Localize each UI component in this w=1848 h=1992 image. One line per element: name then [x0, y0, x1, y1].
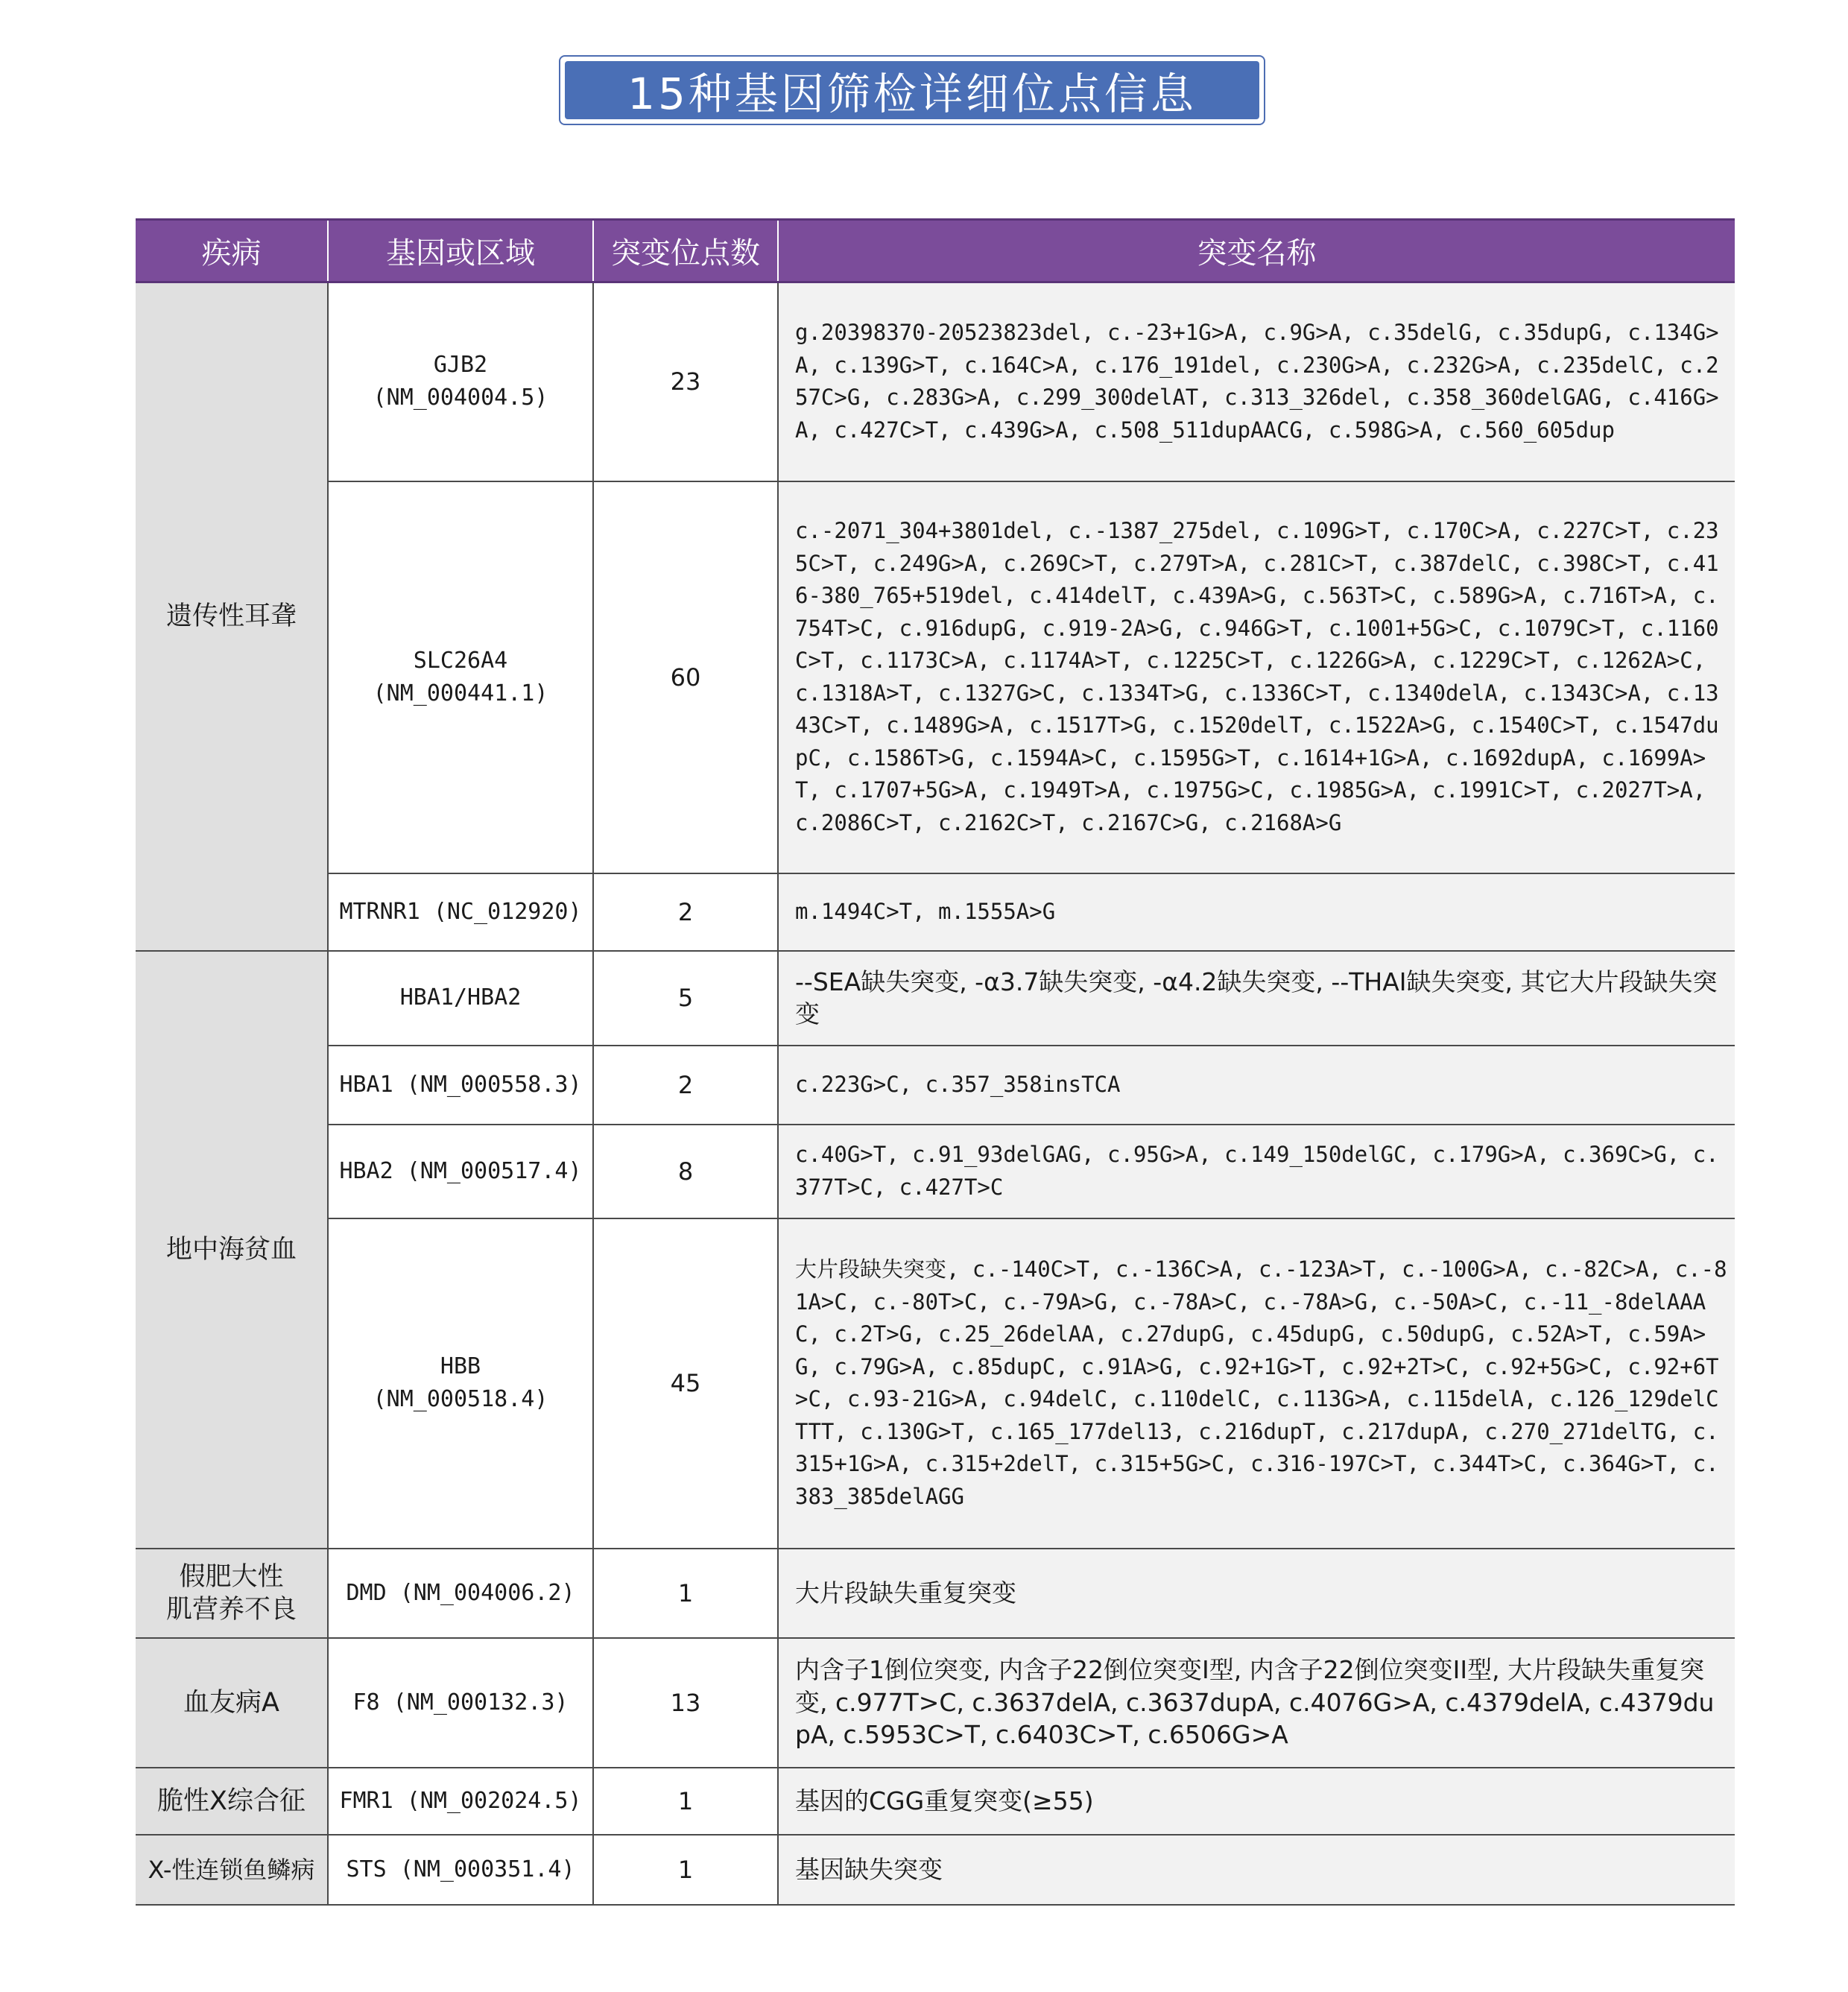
gene-cell: FMR1 (NM_002024.5) [328, 1768, 593, 1835]
mutation-cell: c.223G>C, c.357_358insTCA [778, 1046, 1735, 1125]
count-cell: 1 [593, 1549, 778, 1638]
disease-cell: X-性连锁鱼鳞病 [136, 1835, 328, 1905]
table-row [136, 1835, 1735, 1905]
table-row [136, 1768, 1735, 1835]
disease-cell: 血友病A [136, 1638, 328, 1768]
mutation-cell: c.-2071_304+3801del, c.-1387_275del, c.109G>T, c.170C>A, c.227C>T, c.235C>T, c.249G>A, c.269C>T, c.279T>A, c.281C>T, c.387delC, c.398C>T, c.416-380_765+519del, c.414delT, c.439A>G, c.563T>C, c.589G>A, c.716T>A, c.754T>C, c.916dupG, c.919-2A>G, c.946G>T, c.1001+5G>C, c.1079C>T, c.1160C>T, c.1173C>A, c.1174A>T, c.1225C>T, c.1226G>A, c.1229C>T, c.1262A>C, c.1318A>T, c.1327G>C, c.1334T>G, c.1336C>T, c.1340delA, c.1343C>A, c.1343C>T, c.1489G>A, c.1517T>G, c.1520delT, c.1522A>G, c.1540C>T, c.1547dupC, c.1586T>G, c.1594A>C, c.1595G>T, c.1614+1G>A, c.1692dupA, c.1699A>T, c.1707+5G>A, c.1949T>A, c.1975G>C, c.1985G>A, c.1991C>T, c.2027T>A, c.2086C>T, c.2162C>T, c.2167C>G, c.2168A>G [778, 481, 1735, 873]
gene-cell: STS (NM_000351.4) [328, 1835, 593, 1905]
table-row [136, 1638, 1735, 1768]
table-row [136, 873, 1735, 951]
count-cell: 23 [593, 282, 778, 481]
table-row [136, 1125, 1735, 1218]
count-cell: 1 [593, 1835, 778, 1905]
disease-cell: 遗传性耳聋 [136, 282, 328, 951]
table-row [136, 1046, 1735, 1125]
mutation-cell: 大片段缺失重复突变 [778, 1549, 1735, 1638]
header-mutations: 突变名称 [778, 220, 1735, 282]
disease-cell: 地中海贫血 [136, 951, 328, 1549]
count-cell: 60 [593, 481, 778, 873]
header-count: 突变位点数 [593, 220, 778, 282]
count-cell: 2 [593, 873, 778, 951]
count-cell: 2 [593, 1046, 778, 1125]
gene-cell: HBB (NM_000518.4) [328, 1218, 593, 1549]
page-title-frame [559, 55, 1265, 125]
gene-cell: MTRNR1 (NC_012920) [328, 873, 593, 951]
header-disease: 疾病 [136, 220, 328, 282]
count-cell: 8 [593, 1125, 778, 1218]
table-row [136, 282, 1735, 481]
mutation-cell: 基因缺失突变 [778, 1835, 1735, 1905]
table-row [136, 1218, 1735, 1549]
mutation-cell: c.40G>T, c.91_93delGAG, c.95G>A, c.149_150delGC, c.179G>A, c.369C>G, c.377T>C, c.427T>C [778, 1125, 1735, 1218]
gene-cell: HBA1/HBA2 [328, 951, 593, 1046]
mutation-cell: 大片段缺失突变, c.-140C>T, c.-136C>A, c.-123A>T, c.-100G>A, c.-82C>A, c.-81A>C, c.-80T>C, c.-79A>G, c.-78A>C, c.-78A>G, c.-50A>C, c.-11_-8delAAAC, c.2T>G, c.25_26delAA, c.27dupG, c.45dupG, c.50dupG, c.52A>T, c.59A>G, c.79G>A, c.85dupC, c.91A>G, c.92+1G>T, c.92+2T>C, c.92+5G>C, c.92+6T>C, c.93-21G>A, c.94delC, c.110delC, c.113G>A, c.115delA, c.126_129delCTTT, c.130G>T, c.165_177del13, c.216dupT, c.217dupA, c.270_271delTG, c.315+1G>A, c.315+2delT, c.315+5G>C, c.316-197C>T, c.344T>C, c.364G>T, c.383_385delAGG [778, 1218, 1735, 1549]
gene-cell: SLC26A4 (NM_000441.1) [328, 481, 593, 873]
count-cell: 45 [593, 1218, 778, 1549]
gene-cell: GJB2 (NM_004004.5) [328, 282, 593, 481]
header-gene: 基因或区域 [328, 220, 593, 282]
gene-cell: HBA1 (NM_000558.3) [328, 1046, 593, 1125]
mutation-cell: --SEA缺失突变, -α3.7缺失突变, -α4.2缺失突变, --THAI缺失突变, 其它大片段缺失突变 [778, 951, 1735, 1046]
table-row [136, 951, 1735, 1046]
count-cell: 5 [593, 951, 778, 1046]
disease-cell: 假肥大性 肌营养不良 [136, 1549, 328, 1638]
mutation-cell: 基因的CGG重复突变(≥55) [778, 1768, 1735, 1835]
page-title: 15种基因筛检详细位点信息 [565, 61, 1259, 119]
count-cell: 13 [593, 1638, 778, 1768]
count-cell: 1 [593, 1768, 778, 1835]
mutation-cell: 内含子1倒位突变, 内含子22倒位突变I型, 内含子22倒位突变II型, 大片段缺失重复突变, c.977T>C, c.3637delA, c.3637dupA, c.4076G>A, c.4379delA, c.4379dupA, c.5953C>T, c.6403C>T, c.6506G>A [778, 1638, 1735, 1768]
table-row [136, 1549, 1735, 1638]
mutation-cell: g.20398370-20523823del, c.-23+1G>A, c.9G>A, c.35delG, c.35dupG, c.134G>A, c.139G>T, c.164C>A, c.176_191del, c.230G>A, c.232G>A, c.235delC, c.257C>G, c.283G>A, c.299_300delAT, c.313_326del, c.358_360delGAG, c.416G>A, c.427C>T, c.439G>A, c.508_511dupAACG, c.598G>A, c.560_605dup [778, 282, 1735, 481]
table-header-row [136, 220, 1735, 282]
gene-cell: HBA2 (NM_000517.4) [328, 1125, 593, 1218]
gene-screening-table [136, 218, 1735, 1906]
gene-cell: F8 (NM_000132.3) [328, 1638, 593, 1768]
disease-cell: 脆性X综合征 [136, 1768, 328, 1835]
table-row [136, 481, 1735, 873]
mutation-cell: m.1494C>T, m.1555A>G [778, 873, 1735, 951]
gene-cell: DMD (NM_004006.2) [328, 1549, 593, 1638]
